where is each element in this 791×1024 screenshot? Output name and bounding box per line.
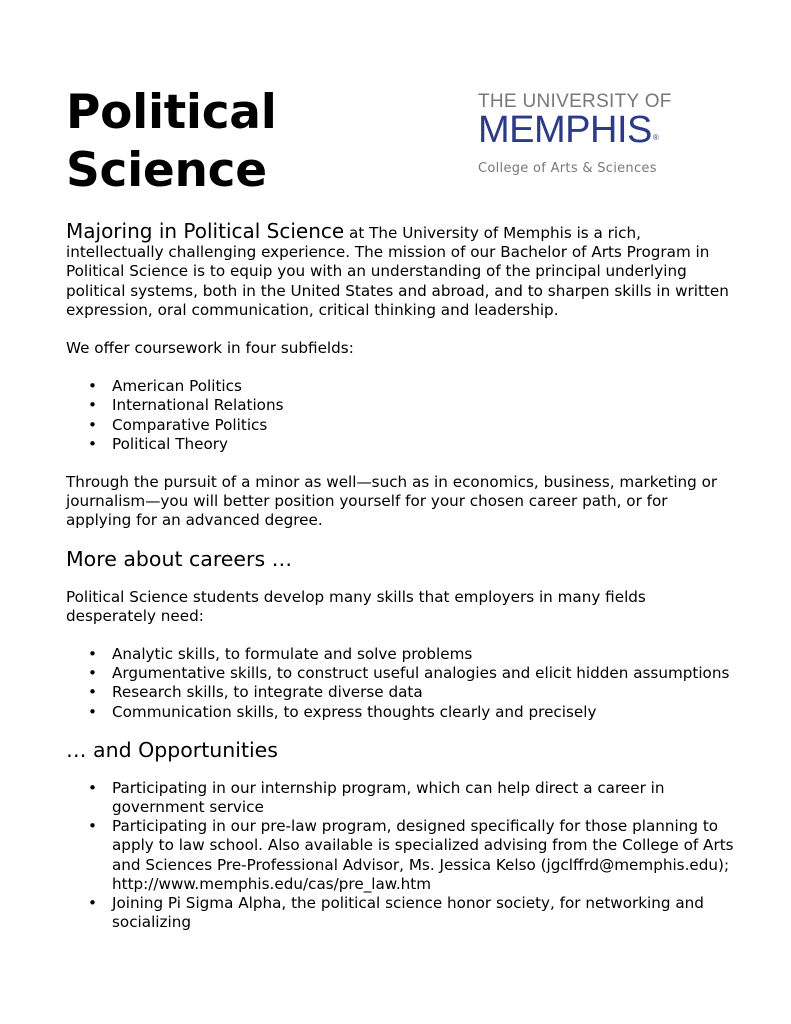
skill-item: • Analytic skills, to formulate and solve problems [112,645,736,664]
intro-text: at The University of Memphis is a rich, intellectually challenging experience. The mission of our Bachelor of Arts Program in Political Science is to equip you with an understanding of the principal underlying political systems, both in the United States and abroad, and to sharpen skills in written expression, oral communication, critical thinking and leadership. [66,224,729,319]
page-title [66,84,277,200]
opportunities-list [66,779,736,933]
careers-skills-list [66,645,736,722]
subfields-intro: We offer coursework in four subfields: [66,339,354,358]
subfield-item: • International Relations [112,396,736,415]
opportunity-item: • Joining Pi Sigma Alpha, the political science honor society, for networking and socializing [112,894,736,932]
opportunities-heading: … and Opportunities [66,737,278,762]
title-line-2: Science [66,143,267,198]
logo-wordmark: MEMPHIS [478,109,652,151]
subfield-item: • Political Theory [112,435,736,454]
subfield-item: • Comparative Politics [112,416,736,435]
registered-mark: ® [652,133,659,142]
logo-subtitle: College of Arts & Sciences [478,161,657,176]
careers-intro: Political Science students develop many skills that employers in many fields desperately need: [66,587,646,625]
subfield-item: • American Politics [112,377,736,396]
careers-heading: More about careers … [66,546,293,571]
skill-item: • Communication skills, to express thoughts clearly and precisely [112,703,736,722]
logo-top-text: THE UNIVERSITY OF [478,91,672,112]
subfields-list [66,377,736,454]
minor-paragraph: Through the pursuit of a minor as well—such as in economics, business, marketing or journalism—you will better position yourself for your chosen career path, or for applying for an advanced degree. [66,473,718,530]
university-logo [478,92,688,178]
skill-item: • Research skills, to integrate diverse data [112,683,736,702]
opportunity-item: • Participating in our internship program, which can help direct a career in government service [112,779,736,817]
title-line-1: Political [66,85,277,140]
logo-main-text [478,111,688,157]
intro-paragraph [66,219,736,320]
skill-item: • Argumentative skills, to construct useful analogies and elicit hidden assumptions [112,664,736,683]
opportunity-item: • Participating in our pre-law program, designed specifically for those planning to apply to law school. Also available is specialized advising from the College of Arts and Sciences Pre-Professional Advisor, Ms. Jessica Kelso (jgclffrd@memphis.edu); http://www.memphis.edu/cas/pre_law.htm [112,817,736,894]
intro-lead: Majoring in Political Science [66,219,345,243]
document-body [66,219,736,932]
